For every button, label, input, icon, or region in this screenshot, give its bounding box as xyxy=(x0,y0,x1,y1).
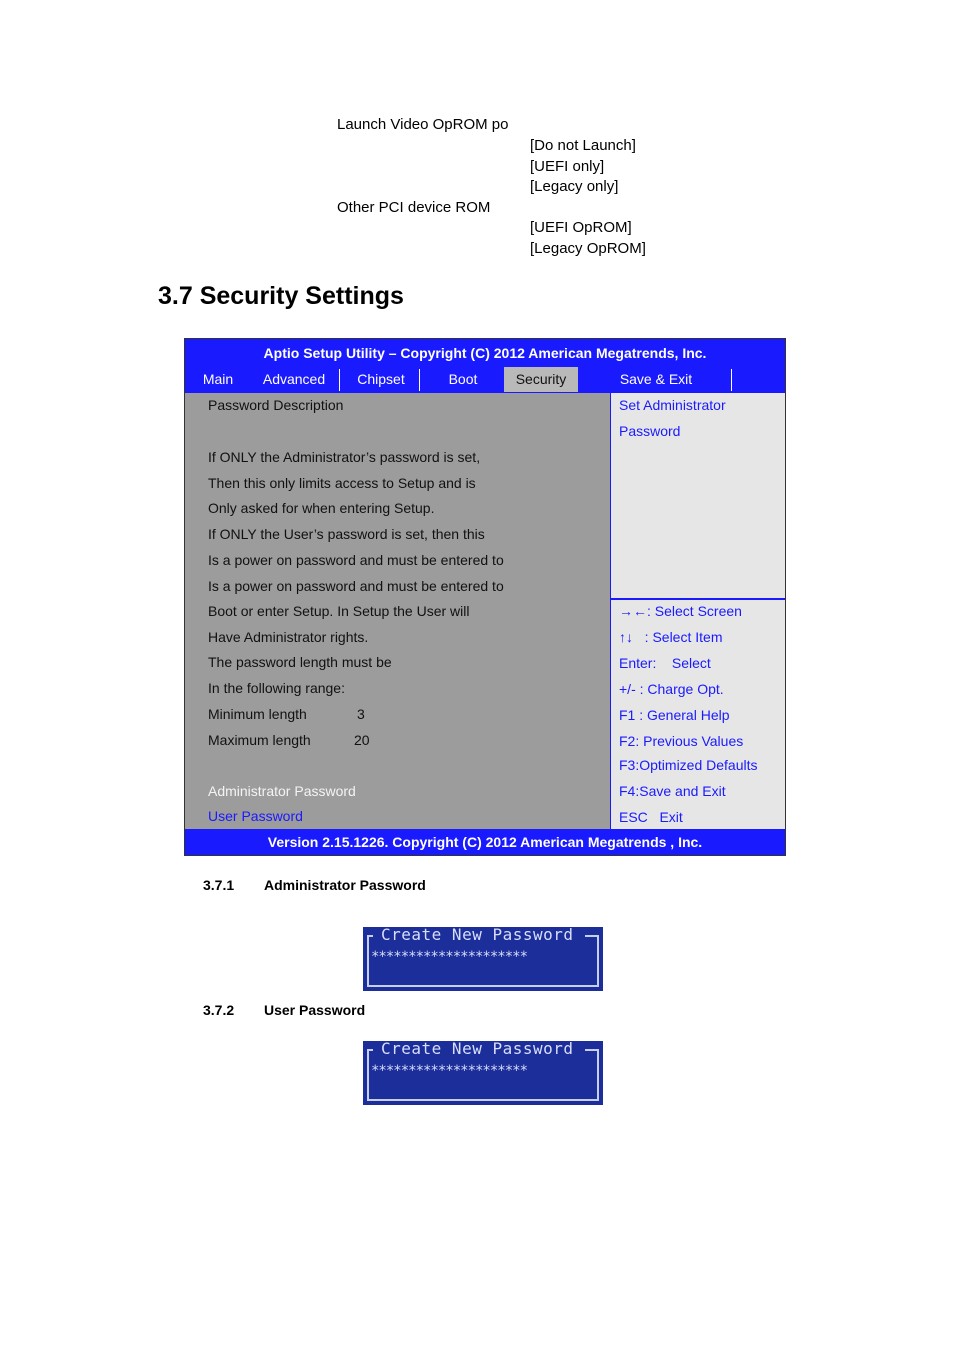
user-password-item[interactable]: User Password xyxy=(208,808,303,824)
tab-main[interactable]: Main xyxy=(202,371,234,387)
bios-tab-bar xyxy=(185,367,785,392)
launch-video-label: Launch Video OpROM po xyxy=(337,116,509,133)
launch-video-value: [Do not Launch] xyxy=(530,137,636,154)
tab-advanced[interactable]: Advanced xyxy=(262,371,326,387)
tab-chipset[interactable]: Chipset xyxy=(357,371,405,387)
key-hint: Enter: Select xyxy=(619,655,711,671)
description-line: Only asked for when entering Setup. xyxy=(208,500,435,516)
key-hint: F3:Optimized Defaults xyxy=(619,757,758,773)
create-password-dialog xyxy=(363,927,603,991)
password-description-heading: Password Description xyxy=(208,397,344,413)
description-line: Is a power on password and must be entered to xyxy=(208,552,504,568)
key-hint: F4:Save and Exit xyxy=(619,783,726,799)
launch-video-value: [Legacy only] xyxy=(530,178,619,195)
bios-screenshot xyxy=(184,338,786,856)
other-pci-value: [Legacy OpROM] xyxy=(530,240,646,257)
password-input[interactable]: ********************* xyxy=(371,1063,528,1079)
description-line: In the following range: xyxy=(208,680,345,696)
tab-boot[interactable]: Boot xyxy=(448,371,478,387)
subsection-number: 3.7.1 xyxy=(203,877,235,893)
subsection-title: User Password xyxy=(264,1002,366,1018)
min-length-label: Minimum length xyxy=(208,706,307,722)
dialog-frame-corner xyxy=(367,935,373,937)
tab-divider xyxy=(339,369,340,391)
bios-help-panel xyxy=(611,393,785,598)
key-hint: +/- : Charge Opt. xyxy=(619,681,724,697)
other-pci-value: [UEFI OpROM] xyxy=(530,219,632,236)
section-title: 3.7 Security Settings xyxy=(158,282,404,310)
max-length-label: Maximum length xyxy=(208,732,311,748)
tab-security[interactable]: Security xyxy=(504,367,578,392)
tab-divider xyxy=(419,369,420,391)
bios-title: Aptio Setup Utility – Copyright (C) 2012 American Megatrends, Inc. xyxy=(263,345,707,361)
other-pci-label: Other PCI device ROM xyxy=(337,199,491,216)
bios-main-panel xyxy=(185,393,610,829)
dialog-frame-corner xyxy=(585,1049,599,1051)
description-line: If ONLY the Administrator’s password is set, xyxy=(208,449,481,465)
subsection-number: 3.7.2 xyxy=(203,1002,235,1018)
subsection-title: Administrator Password xyxy=(264,877,426,893)
max-length-value: 20 xyxy=(354,732,370,748)
min-length-value: 3 xyxy=(357,706,365,722)
description-line: Then this only limits access to Setup and is xyxy=(208,475,476,491)
dialog-title: Create New Password xyxy=(381,1039,574,1058)
password-input[interactable]: ********************* xyxy=(371,949,528,965)
administrator-password-item[interactable]: Administrator Password xyxy=(208,783,356,799)
key-hint: ESC Exit xyxy=(619,809,683,825)
description-line: Have Administrator rights. xyxy=(208,629,369,645)
tab-save-exit[interactable]: Save & Exit xyxy=(619,371,693,387)
tab-divider xyxy=(731,369,732,391)
dialog-frame-corner xyxy=(367,1049,373,1051)
description-line: If ONLY the User’s password is set, then this xyxy=(208,526,485,542)
description-line: Boot or enter Setup. In Setup the User will xyxy=(208,603,470,619)
create-password-dialog xyxy=(363,1041,603,1105)
dialog-frame-corner xyxy=(585,935,599,937)
description-line: Is a power on password and must be entered to xyxy=(208,578,504,594)
bios-keys-panel xyxy=(611,600,785,829)
help-text: Password xyxy=(619,423,681,439)
dialog-title: Create New Password xyxy=(381,925,574,944)
bios-footer: Version 2.15.1226. Copyright (C) 2012 American Megatrends , Inc. xyxy=(267,834,703,850)
description-line: The password length must be xyxy=(208,654,392,670)
key-hint: ↑↓ : Select Item xyxy=(619,629,723,645)
key-hint: F2: Previous Values xyxy=(619,733,744,749)
launch-video-value: [UEFI only] xyxy=(530,158,605,175)
key-hint: F1 : General Help xyxy=(619,707,730,723)
key-hint: →←: Select Screen xyxy=(619,603,742,619)
help-text: Set Administrator xyxy=(619,397,726,413)
